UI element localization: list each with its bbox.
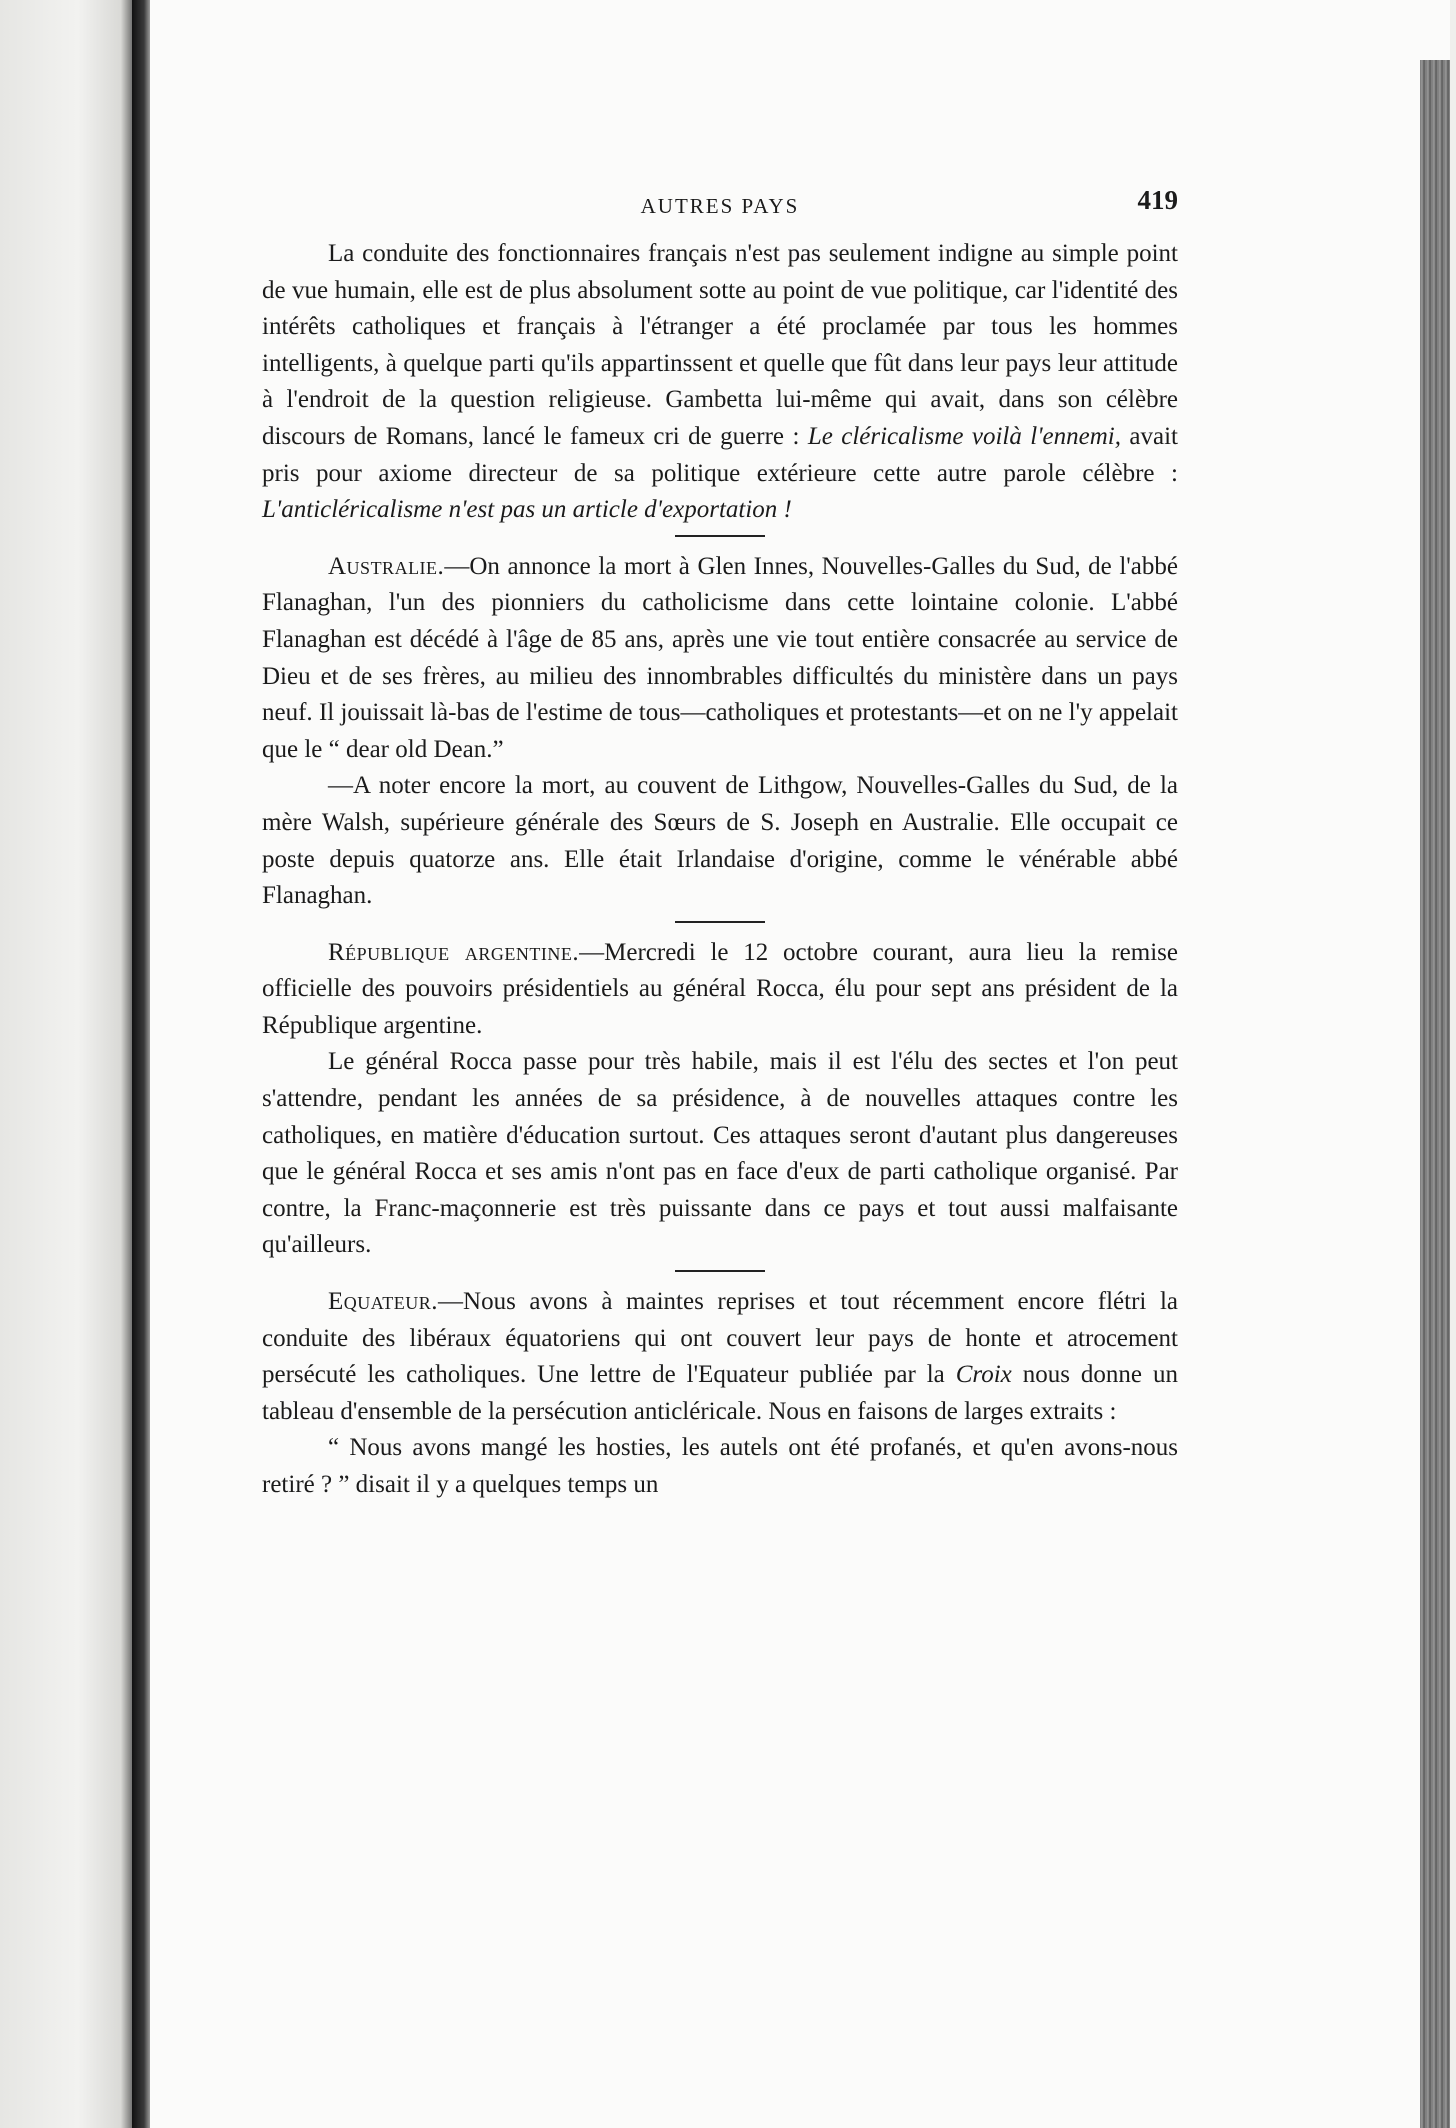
- paragraph-text: avait pris pour axiome directeur de sa politique extérieure cette autre parole célèbre :: [262, 422, 1179, 487]
- section-heading: République argentine.: [328, 938, 580, 966]
- paragraph-text: —On annonce la mort à Glen Innes, Nouvelles-Galles du Sud, de l'abbé Flanaghan, l'un des pionniers du catholicisme dans cette lointaine colonie. L'abbé Flanaghan est décédé à l'âge de 85 ans, après une vie tout entière consacrée au service de Dieu et de ses frères, au milieu des innombrables difficultés du ministère dans un pays neuf. Il jouissait là-bas de l'estime de tous—catholiques et protestants—et on ne l'y appelait que le “ dear old Dean.”: [262, 552, 1178, 763]
- section-heading: Australie.: [328, 552, 445, 580]
- paragraph-equateur: [262, 1284, 1178, 1430]
- paragraph-fonctionnaires: [262, 236, 1178, 529]
- section-divider: [675, 535, 765, 537]
- section-heading: Equateur.: [328, 1288, 439, 1316]
- page-number: 419: [1137, 185, 1178, 215]
- running-title: AUTRES PAYS: [640, 194, 800, 218]
- paragraph-text: La conduite des fonctionnaires français n'est pas seulement indigne au simple point de vue humain, elle est de plus absolument sotte au point de vue politique, car l'identité des intérêts catholiques et français à l'étranger a été proclamée par tous les hommes intelligents, à quelque parti qu'ils appartinssent et quelle que fût dans leur pays leur attitude à l'endroit de la question religieuse. Gambetta lui-même qui avait, dans son célèbre discours de Romans, lancé le fameux cri de guerre :: [262, 240, 1178, 450]
- left-page-edge: [0, 0, 142, 2128]
- section-divider: [675, 921, 765, 923]
- italic-quote: Le cléricalisme voilà l'ennemi,: [807, 422, 1121, 450]
- journal-name: Croix: [955, 1361, 1012, 1389]
- paragraph-text: nous donne un tableau d'ensemble de la persécution anticléricale. Nous en faisons de larges extraits :: [262, 1361, 1178, 1425]
- paragraph-rocca: Le général Rocca passe pour très habile, mais il est l'élu des sectes et l'on peut s'attendre, pendant les années de sa présidence, à de nouvelles attaques contre les catholiques, en matière d'éducation surtout. Ces attaques seront d'autant plus dangereuses que le général Rocca et ses amis n'ont pas en face d'eux de parti catholique organisé. Par contre, la Franc-maçonnerie est très puissante dans ce pays et tout aussi malfaisante qu'ailleurs.: [262, 1048, 1178, 1259]
- running-head: [262, 180, 1178, 236]
- page-text: [262, 180, 1178, 1504]
- paragraph-quote: “ Nous avons mangé les hosties, les autels ont été profanés, et qu'en avons-nous retiré ? ” disait il y a quelques temps un: [262, 1434, 1178, 1498]
- paragraph-text: —Nous avons à maintes reprises et tout récemment encore flétri la conduite des libéraux équatoriens qui ont couvert leur pays de honte et atrocement persécuté les catholiques. Une lettre de l'Equateur publiée par la: [262, 1288, 1178, 1389]
- section-divider: [675, 1270, 765, 1272]
- paragraph-argentine: [262, 935, 1178, 1045]
- book-gutter: [132, 0, 152, 2128]
- paragraph-australie: [262, 549, 1178, 769]
- paragraph-text: —Mercredi le 12 octobre courant, aura lieu la remise officielle des pouvoirs présidentiels au général Rocca, élu pour sept ans président de la République argentine.: [262, 938, 1178, 1039]
- page-stack-edge: [1420, 60, 1450, 2128]
- paragraph-walsh: —A noter encore la mort, au couvent de Lithgow, Nouvelles-Galles du Sud, de la mère Walsh, supérieure générale des Sœurs de S. Joseph en Australie. Elle occupait ce poste depuis quatorze ans. Elle était Irlandaise d'origine, comme le vénérable abbé Flanaghan.: [262, 772, 1178, 910]
- italic-quote: L'anticléricalisme n'est pas un article d'exportation !: [262, 496, 792, 524]
